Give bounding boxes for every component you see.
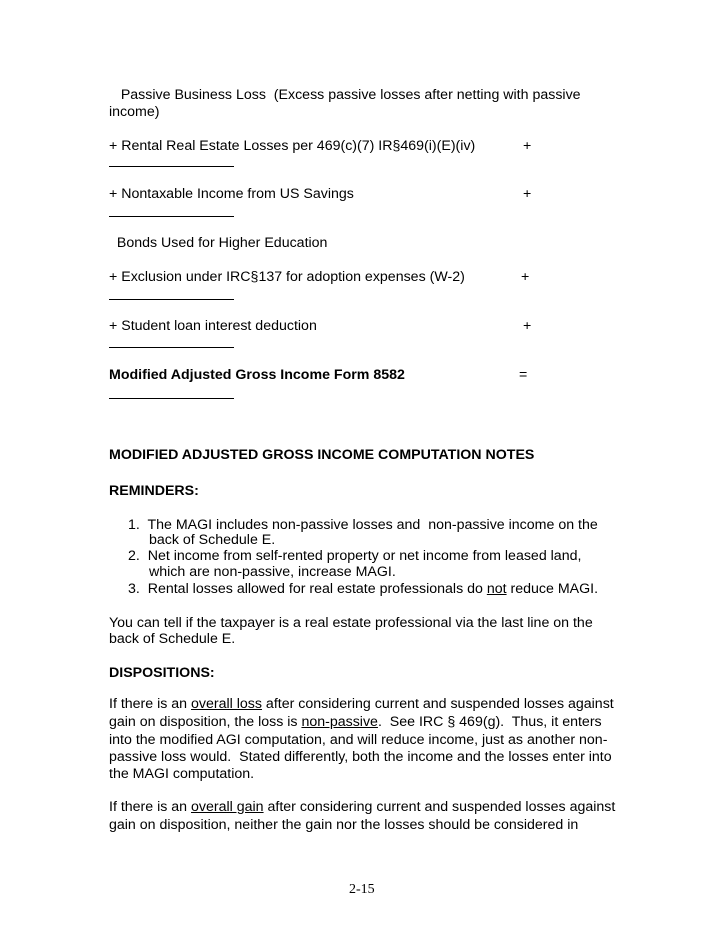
dispositions-p2-line-1-text-a: If there is an: [109, 799, 192, 815]
reminder-item-3-text-a: 3. Rental losses allowed for real estate professionals do: [128, 581, 487, 597]
reminder-item-3-underlined: not: [486, 581, 507, 597]
reminder-item-3: [128, 580, 598, 598]
savings-bonds-label-line-2: Bonds Used for Higher Education: [109, 235, 328, 251]
professional-note-line-2: back of Schedule E.: [109, 631, 236, 647]
adoption-exclusion-operator: +: [521, 269, 530, 285]
notes-heading: MODIFIED ADJUSTED GROSS INCOME COMPUTATION NOTES: [109, 447, 535, 463]
savings-bonds-label: + Nontaxable Income from US Savings: [109, 186, 354, 202]
magi-total-operator: =: [519, 367, 528, 383]
reminder-item-3-text-b: reduce MAGI.: [506, 581, 599, 597]
reminders-heading: REMINDERS:: [109, 483, 199, 499]
adoption-exclusion-label: + Exclusion under IRC§137 for adoption expenses (W-2): [109, 269, 465, 285]
rental-losses-operator: +: [523, 138, 532, 154]
non-passive-underlined: non-passive: [301, 714, 378, 730]
dispositions-p1-line-4: passive loss would. Stated differently, both the income and the losses enter into: [109, 749, 612, 765]
dispositions-p1-line-2-text-b: . See IRC § 469(g). Thus, it enters: [377, 714, 602, 730]
overall-loss-underlined: overall loss: [191, 696, 262, 712]
page-number: 2-15: [349, 882, 375, 897]
magi-total-label: Modified Adjusted Gross Income Form 8582: [109, 367, 405, 383]
dispositions-p1-line-2: [109, 713, 602, 731]
adoption-exclusion-blank-line: [109, 299, 234, 300]
professional-note-line-1: You can tell if the taxpayer is a real estate professional via the last line on the: [109, 615, 593, 631]
passive-loss-line-1: Passive Business Loss (Excess passive losses after netting with passive: [109, 87, 581, 103]
dispositions-p2-line-2: gain on disposition, neither the gain nor the losses should be considered in: [109, 817, 579, 833]
savings-bonds-operator: +: [523, 186, 532, 202]
dispositions-p1-line-1: [109, 695, 614, 713]
dispositions-p1-line-3: into the modified AGI computation, and will reduce income, just as another non-: [109, 732, 608, 748]
student-loan-blank-line: [109, 347, 234, 348]
rental-losses-blank-line: [109, 166, 234, 167]
dispositions-p2-line-1-text-b: after considering current and suspended losses against: [263, 799, 616, 815]
overall-gain-underlined: overall gain: [191, 799, 264, 815]
dispositions-p1-line-1-text-b: after considering current and suspended losses against: [261, 696, 614, 712]
magi-total-blank-line: [109, 398, 234, 399]
reminder-item-1-line-1: 1. The MAGI includes non-passive losses and non-passive income on the: [128, 517, 598, 533]
savings-bonds-blank-line: [109, 216, 234, 217]
rental-losses-label: + Rental Real Estate Losses per 469(c)(7) IR§469(i)(E)(iv): [109, 138, 476, 154]
dispositions-p1-line-2-text-a: gain on disposition, the loss is: [109, 714, 302, 730]
reminder-item-2-line-1: 2. Net income from self-rented property or net income from leased land,: [128, 548, 582, 564]
dispositions-heading: DISPOSITIONS:: [109, 665, 215, 681]
dispositions-p1-line-5: the MAGI computation.: [109, 766, 255, 782]
reminder-item-2-line-2: which are non-passive, increase MAGI.: [149, 564, 396, 580]
dispositions-p2-line-1: [109, 798, 615, 816]
dispositions-p1-line-1-text-a: If there is an: [109, 696, 192, 712]
passive-loss-line-2: income): [109, 104, 160, 120]
student-loan-operator: +: [523, 318, 532, 334]
reminder-item-1-line-2: back of Schedule E.: [149, 532, 276, 548]
student-loan-label: + Student loan interest deduction: [109, 318, 317, 334]
